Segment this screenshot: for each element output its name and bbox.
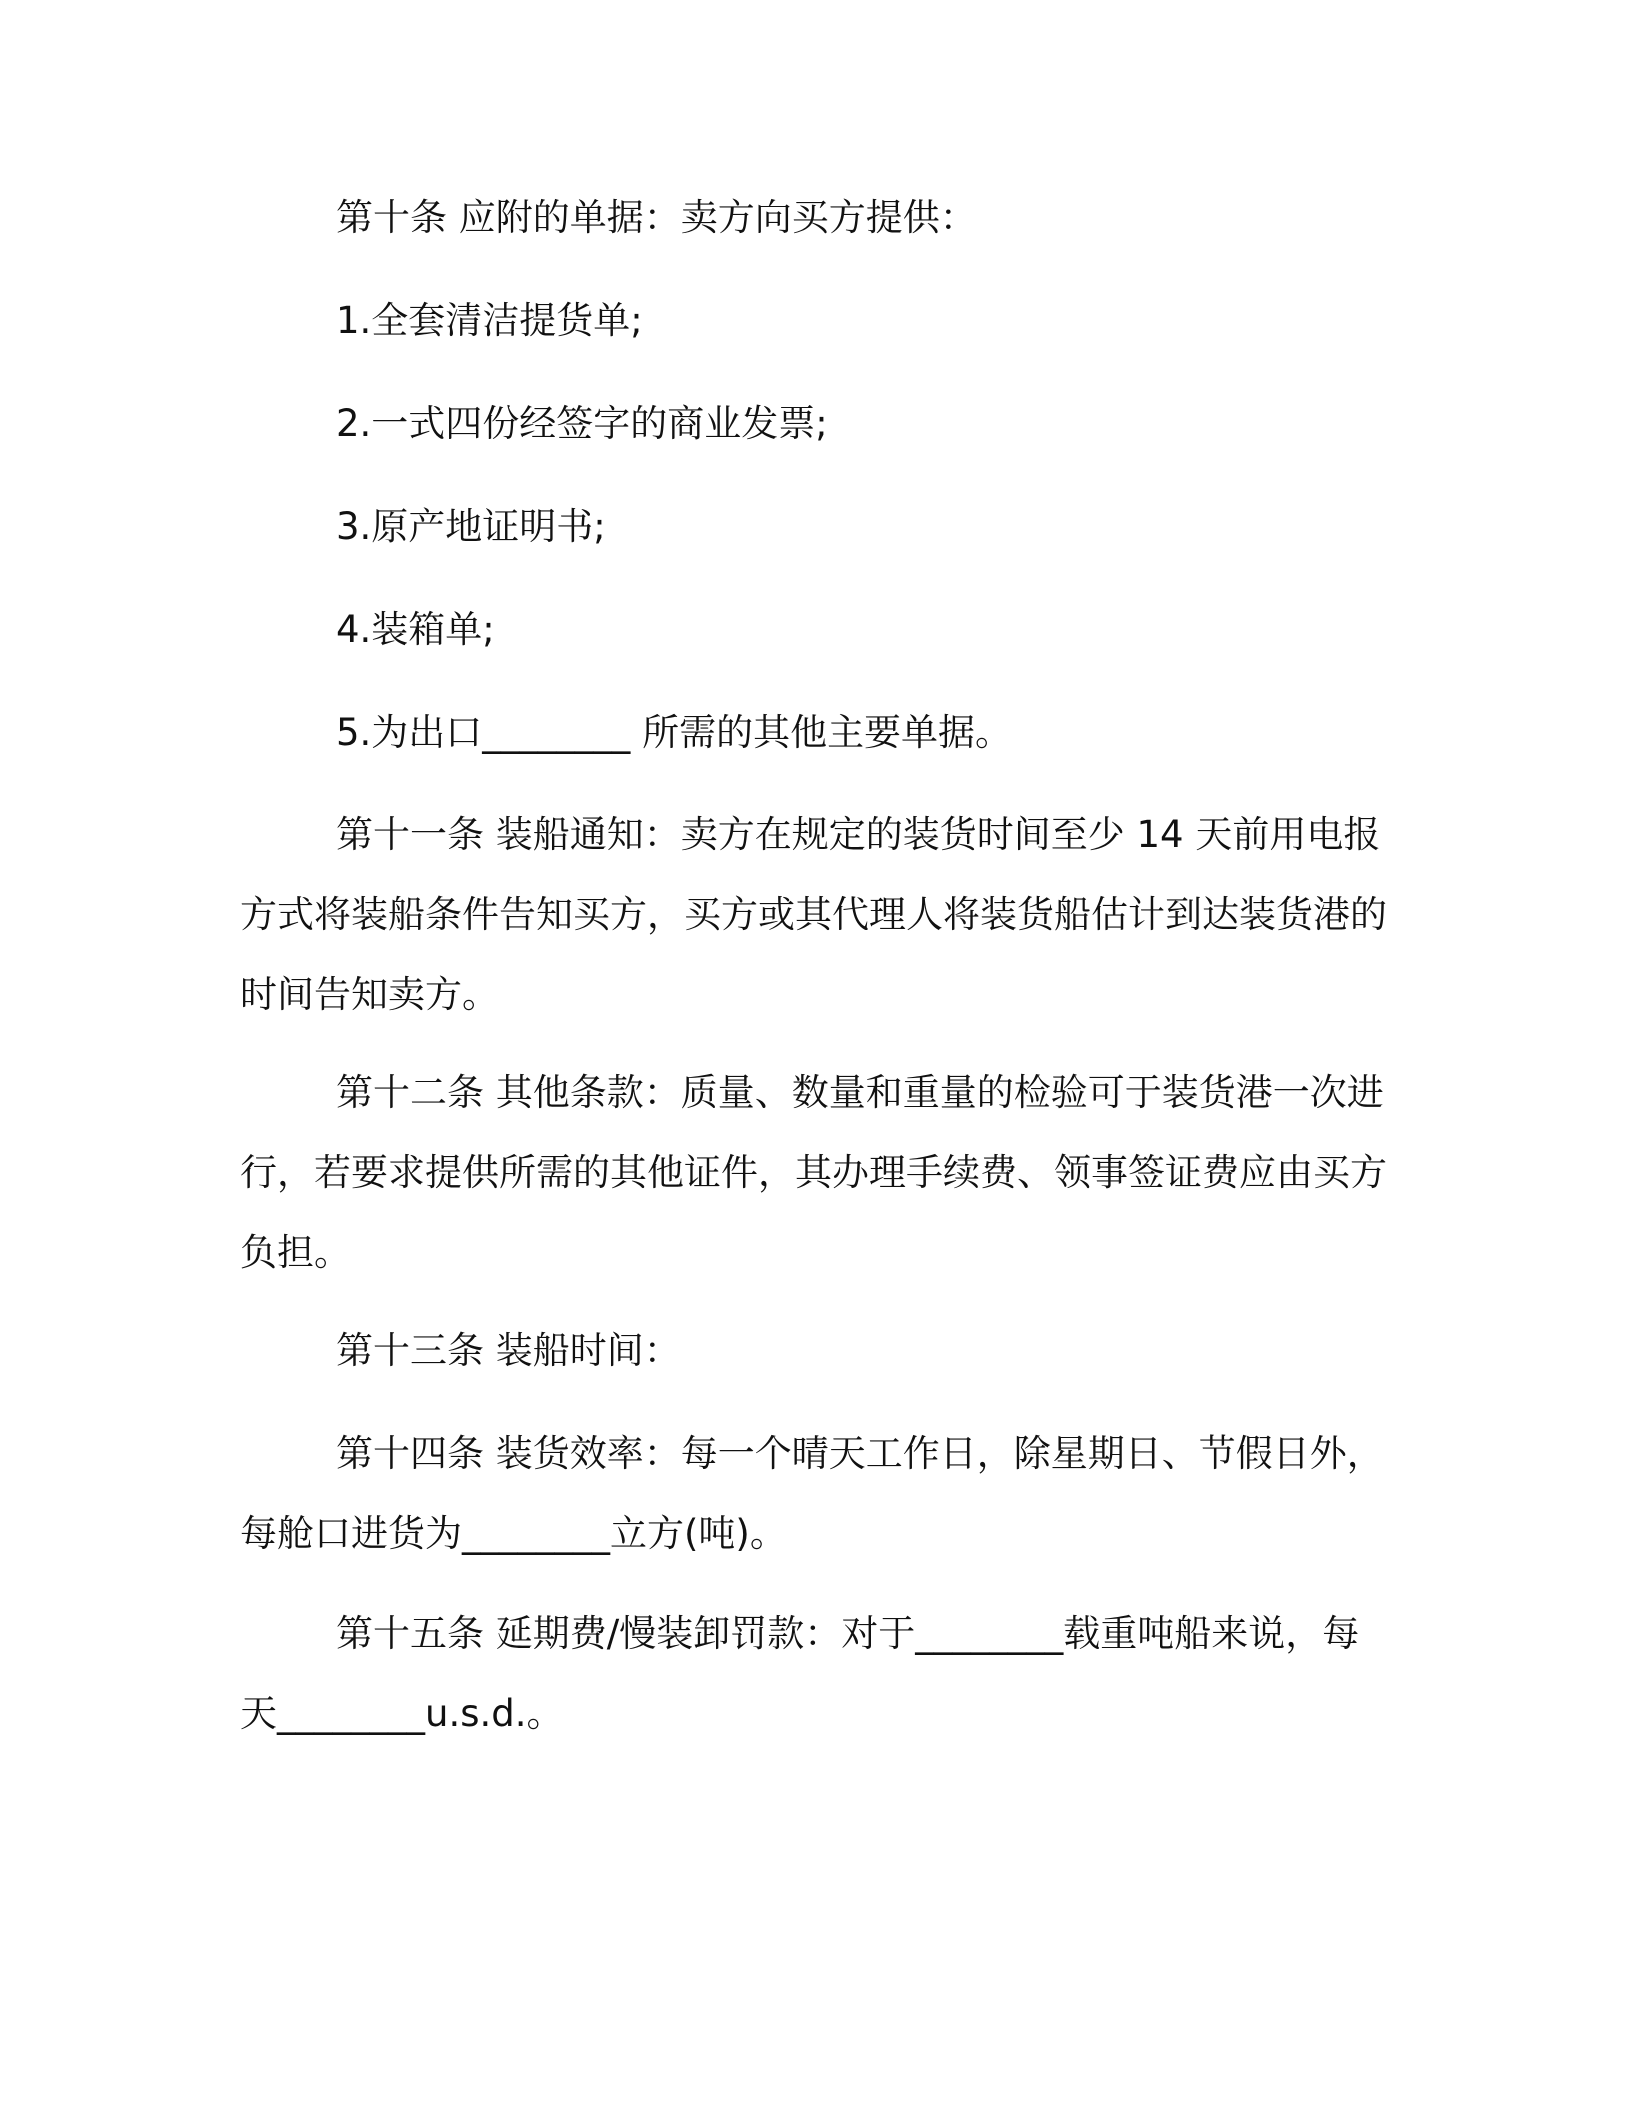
clause-10-heading: 第十条 应附的单据：卖方向买方提供：: [336, 196, 977, 239]
clause-13: 第十三条 装船时间：: [336, 1329, 681, 1372]
clause-14: 第十四条 装货效率：每一个晴天工作日，除星期日、节假日外，每舱口进货为________立方(吨)。: [240, 1432, 1384, 1555]
clause-11: 第十一条 装船通知：卖方在规定的装货时间至少 14 天前用电报方式将装船条件告知买方，买方或其代理人将装货船估计到达装货港的时间告知卖方。: [240, 813, 1387, 1016]
list-item: 1.全套清洁提货单;: [336, 299, 643, 342]
list-item: 3.原产地证明书;: [336, 505, 606, 548]
clause-12: 第十二条 其他条款：质量、数量和重量的检验可于装货港一次进行，若要求提供所需的其他证件，其办理手续费、领事签证费应由买方负担。: [240, 1071, 1387, 1274]
list-item: 2.一式四份经签字的商业发票;: [336, 402, 828, 445]
list-item: 5.为出口________ 所需的其他主要单据。: [336, 711, 1013, 754]
clause-15: 第十五条 延期费/慢装卸罚款：对于________载重吨船来说，每天________u.s.d.。: [240, 1612, 1360, 1735]
list-item: 4.装箱单;: [336, 608, 495, 651]
